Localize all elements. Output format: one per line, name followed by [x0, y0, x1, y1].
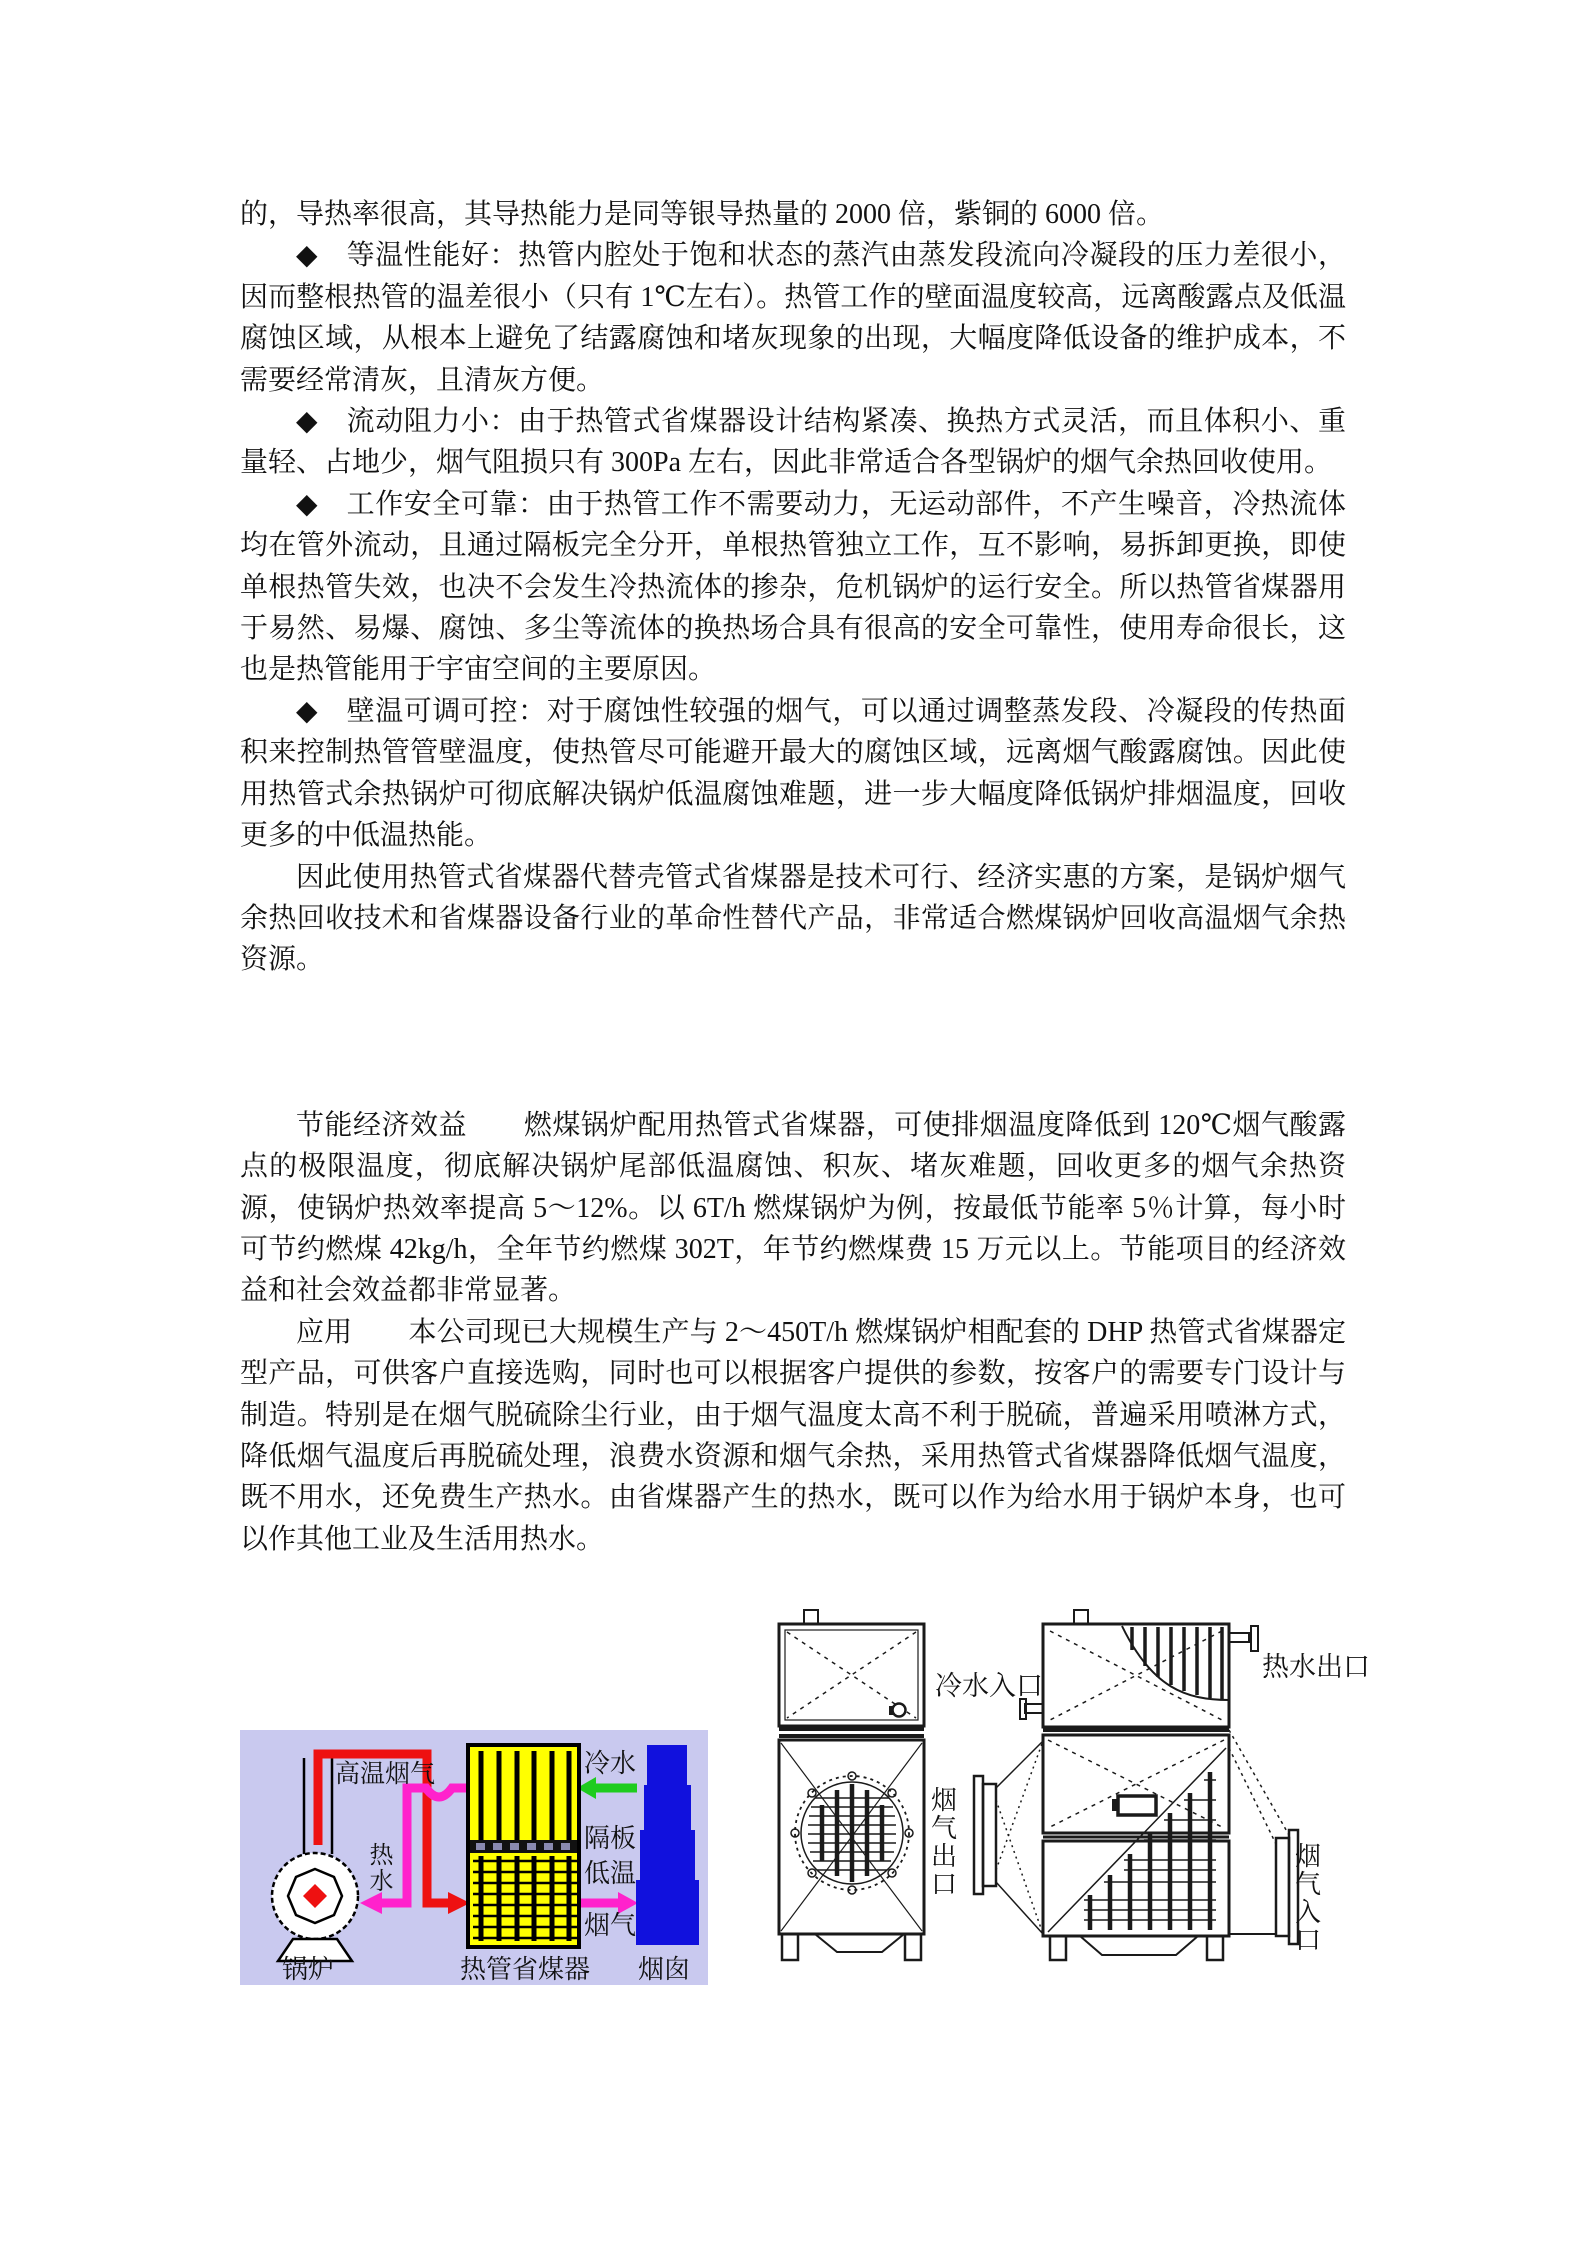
hot-water-label: 热水: [365, 1842, 391, 1894]
paragraph-flow-resistance: ◆ 流动阻力小：由于热管式省煤器设计结构紧凑、换热方式灵活，而且体积小、重量轻、占地少，烟气阻损只有 300Pa 左右，因此非常适合各型锅炉的烟气余热回收使用。: [240, 406, 1346, 479]
high-temp-flue-gas-label: 高温烟气: [335, 1761, 436, 1788]
paragraph-energy-benefit: 节能经济效益 燃煤锅炉配用热管式省煤器，可使排烟温度降低到 120℃烟气酸露点的极限温度，彻底解决锅炉尾部低温腐蚀、积灰、堵灰难题，回收更多的烟气余热资源，使锅炉热效率提高 5～12%。以 6T/h 燃煤锅炉为例，按最低节能率 5％计算，每小时可节约燃煤 42kg/h，全年节约燃煤 302T，年节约燃煤费 15 万元以上。节能项目的经济效益和社会效益都非常显著。: [240, 1109, 1346, 1307]
front-view: [779, 1610, 924, 1960]
economizer-system-diagram: [240, 1730, 708, 1985]
partition-band: [470, 1840, 577, 1853]
partition-label: 隔板: [584, 1824, 637, 1853]
chimney-label: 烟囱: [638, 1955, 691, 1984]
paragraph-isothermal: ◆ 等温性能好：热管内腔处于饱和状态的蒸汽由蒸发段流向冷凝段的压力差很小，因而整根热管的温差很小（只有 1℃左右）。热管工作的壁面温度较高，远离酸露点及低温腐蚀区域，从根本上避免了结露腐蚀和堵灰现象的出现，大幅度降低设备的维护成本，不需要经常清灰，且清灰方便。: [240, 240, 1346, 396]
economizer-icon: [468, 1745, 579, 1947]
flue-gas-outlet-label: 烟气出口: [927, 1786, 957, 1898]
paragraph-safety: ◆ 工作安全可靠：由于热管工作不需要动力，无运动部件，不产生噪音，冷热流体均在管外流动，且通过隔板完全分开，单根热管独立工作，互不影响，易拆卸更换，即使单根热管失效，也决不会发生冷热流体的掺杂，危机锅炉的运行安全。所以热管省煤器用于易然、易爆、腐蚀、多尘等流体的换热场合具有很高的安全可靠性，使用寿命很长，这也是热管能用于宇宙空间的主要原因。: [240, 488, 1346, 686]
side-view: [1020, 1610, 1258, 1960]
economizer-technical-drawing: [770, 1600, 1420, 2020]
document-text: [240, 194, 1346, 1560]
flue-gas-inlet-duct: [1229, 1730, 1298, 1944]
hot-water-outlet-label: 热水出口: [1262, 1652, 1370, 1682]
flue-gas-outlet-duct: [974, 1741, 1043, 1934]
low-temp-label: 低温: [584, 1859, 637, 1888]
paragraph-wall-temperature: ◆ 壁温可调可控：对于腐蚀性较强的烟气，可以通过调整蒸发段、冷凝段的传热面积来控制热管管壁温度，使热管尽可能避开最大的腐蚀区域，远离烟气酸露腐蚀。因此使用热管式余热锅炉可彻底解决锅炉低温腐蚀难题，进一步大幅度降低锅炉排烟温度，回收更多的中低温热能。: [240, 695, 1346, 852]
paragraph-application: 应用 本公司现已大规模生产与 2～450T/h 燃煤锅炉相配套的 DHP 热管式省煤器定型产品，可供客户直接选购，同时也可以根据客户提供的参数，按客户的需要专门设计与制造。特别是在烟气脱硫除尘行业，由于烟气温度太高不利于脱硫，普遍采用喷淋方式，降低烟气温度后再脱硫处理，浪费水资源和烟气余热，采用热管式省煤器降低烟气温度，既不用水，还免费生产热水。由省煤器产生的热水，既可以作为给水用于锅炉本身，也可以作其他工业及生活用热水。: [240, 1316, 1346, 1555]
flue-gas-inlet-label: 烟气入口: [1291, 1842, 1321, 1954]
flue-gas-label: 烟气: [584, 1911, 637, 1940]
economizer-label: 热管省煤器: [460, 1955, 591, 1984]
cold-water-inlet-label: 冷水入口: [935, 1671, 1043, 1701]
front-finned-tubes: [808, 1784, 896, 1882]
cold-water-inlet-nozzle: [1025, 1704, 1043, 1713]
paragraph-conductivity: 的，导热率很高，其导热能力是同等银导热量的 2000 倍，紫铜的 6000 倍。: [240, 199, 1165, 230]
paragraph-conclusion: 因此使用热管式省煤器代替壳管式省煤器是技术可行、经济实惠的方案，是锅炉烟气余热回收技术和省煤器设备行业的革命性替代产品，非常适合燃煤锅炉回收高温烟气余热资源。: [240, 861, 1346, 976]
boiler-label: 锅炉: [282, 1955, 335, 1984]
access-door: [1118, 1796, 1156, 1815]
paragraph-gap: [240, 981, 1346, 1105]
cold-water-label: 冷水: [584, 1749, 637, 1778]
hot-water-outlet-nozzle: [1229, 1633, 1249, 1642]
water-hatch-region: [1122, 1626, 1229, 1700]
